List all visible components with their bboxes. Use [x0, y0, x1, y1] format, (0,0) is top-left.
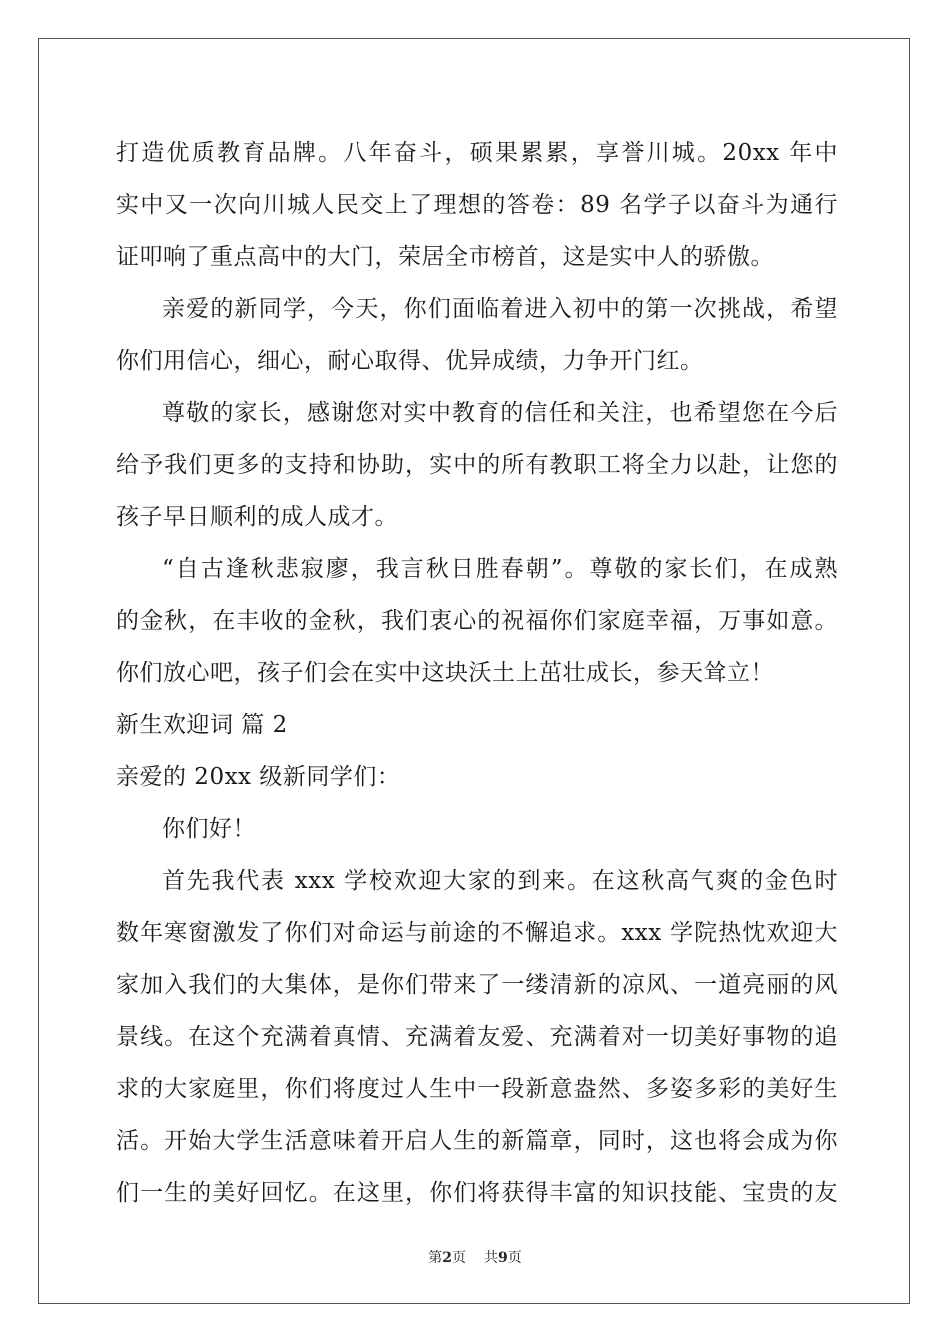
text-line: 打造优质教育品牌。八年奋斗，硕果累累，享誉川城。20xx 年中	[116, 140, 838, 166]
page-footer	[0, 1247, 950, 1267]
text-line: 的金秋，在丰收的金秋，我们衷心的祝福你们家庭幸福，万事如意。	[116, 608, 838, 634]
page-number: 2	[442, 1250, 452, 1266]
text-line: 孩子早日顺利的成人成才。	[116, 504, 398, 530]
total-pages: 9	[498, 1250, 508, 1266]
total-prefix: 共	[484, 1250, 498, 1266]
text-line: 给予我们更多的支持和协助，实中的所有教职工将全力以赴，让您的	[116, 452, 838, 478]
salutation: 亲爱的 20xx 级新同学们：	[116, 764, 401, 790]
text-line: 你们放心吧，孩子们会在实中这块沃土上茁壮成长，参天耸立！	[116, 660, 774, 686]
text-line: 家加入我们的大集体，是你们带来了一缕清新的凉风、一道亮丽的风	[116, 972, 838, 998]
text-line: 求的大家庭里，你们将度过人生中一段新意盎然、多姿多彩的美好生	[116, 1076, 838, 1102]
page-suffix: 页	[452, 1250, 466, 1266]
paragraph-start-line: 首先我代表 xxx 学校欢迎大家的到来。在这秋高气爽的金色时	[162, 868, 838, 894]
document-body	[116, 127, 838, 1219]
text-line: 活。开始大学生活意味着开启人生的新篇章，同时，这也将会成为你	[116, 1128, 838, 1154]
text-line: 数年寒窗激发了你们对命运与前途的不懈追求。xxx 学院热忱欢迎大	[116, 920, 838, 946]
total-suffix: 页	[507, 1250, 522, 1266]
paragraph-start-line: “自古逢秋悲寂廖，我言秋日胜春朝”。尊敬的家长们，在成熟	[162, 556, 838, 582]
text-line: 你们用信心，细心，耐心取得、优异成绩，力争开门红。	[116, 348, 704, 374]
text-line: 们一生的美好回忆。在这里，你们将获得丰富的知识技能、宝贵的友	[116, 1180, 838, 1206]
paragraph-start-line: 亲爱的新同学，今天，你们面临着进入初中的第一次挑战，希望	[162, 296, 838, 322]
section-heading: 新生欢迎词 篇 2	[116, 712, 288, 738]
paragraph-start-line: 尊敬的家长，感谢您对实中教育的信任和关注，也希望您在今后	[162, 400, 838, 426]
greeting: 你们好！	[162, 816, 256, 842]
text-line: 实中又一次向川城人民交上了理想的答卷：89 名学子以奋斗为通行	[116, 192, 838, 218]
text-line: 证叩响了重点高中的大门，荣居全市榜首，这是实中人的骄傲。	[116, 244, 774, 270]
text-line: 景线。在这个充满着真情、充满着友爱、充满着对一切美好事物的追	[116, 1024, 838, 1050]
page-prefix: 第	[428, 1250, 443, 1266]
